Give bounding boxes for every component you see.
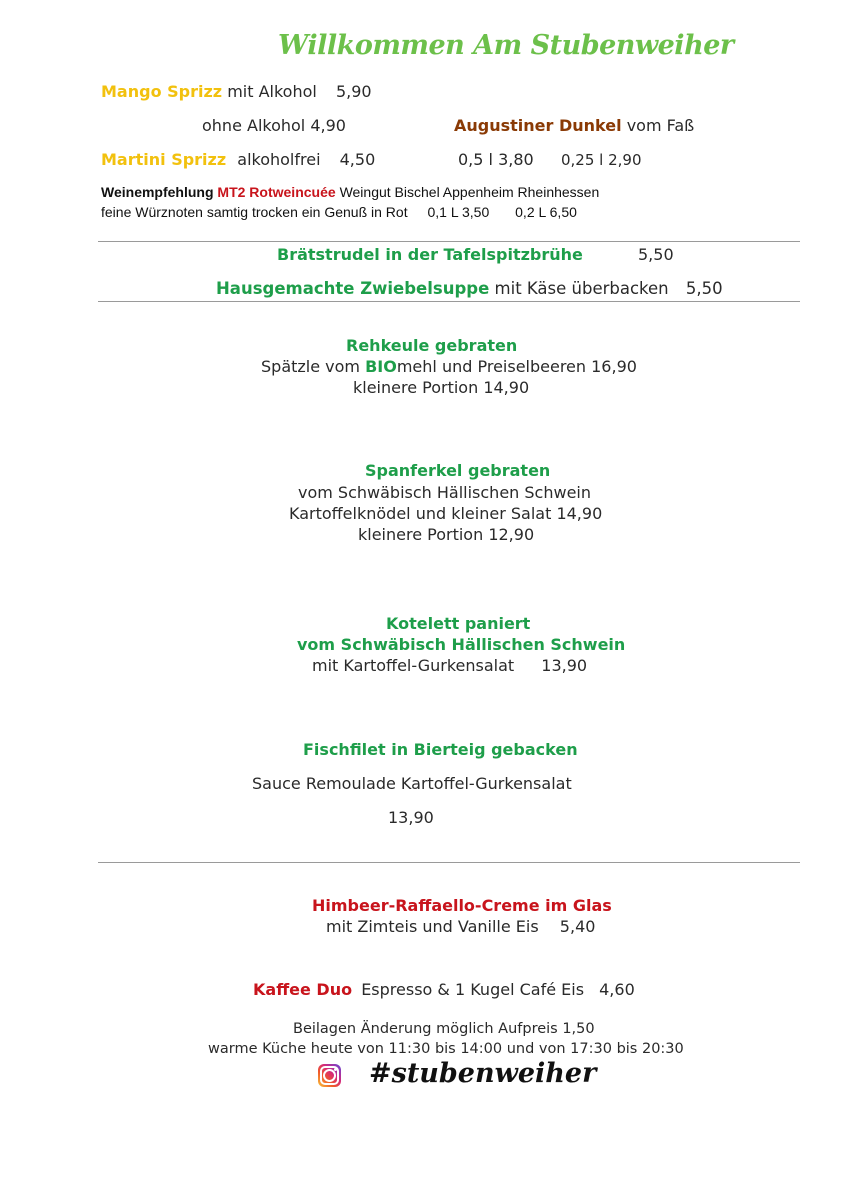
main-2-name: Spanferkel gebraten — [365, 461, 551, 480]
wine-label: Weinempfehlung — [101, 184, 214, 200]
divider — [98, 241, 800, 242]
soup-2-price: 5,50 — [685, 279, 723, 298]
main-1-name: Rehkeule gebraten — [346, 336, 518, 355]
beer-size-large: 0,5 l 3,80 — [458, 150, 534, 169]
mango-sprizz-line — [101, 82, 372, 101]
main-1-bio: BIO — [365, 357, 397, 376]
main-4-price: 13,90 — [388, 808, 434, 827]
soup-2-name: Hausgemachte Zwiebelsuppe — [216, 279, 490, 298]
main-2-small-portion: kleinere Portion 12,90 — [358, 525, 535, 544]
main-3-price: 13,90 — [541, 656, 588, 675]
dessert-1-name: Himbeer-Raffaello-Creme im Glas — [312, 896, 612, 915]
main-1-desc-b: mehl und Preiselbeeren 16,90 — [396, 357, 637, 376]
page-title: Willkommen Am Stubenweiher — [278, 30, 734, 61]
main-3-desc — [312, 656, 587, 675]
beer-name: Augustiner Dunkel — [454, 116, 622, 135]
martini-sprizz-name: Martini Sprizz — [101, 150, 227, 169]
main-2-desc-2: Kartoffelknödel und kleiner Salat 14,90 — [289, 504, 603, 523]
wine-price-1: 0,1 L 3,50 — [427, 204, 490, 220]
martini-price: 4,50 — [339, 150, 376, 169]
wine-line-1 — [101, 184, 599, 200]
martini-sprizz-line — [101, 150, 375, 169]
soup-1-line — [277, 245, 674, 264]
martini-desc: alkoholfrei — [237, 150, 321, 169]
soup-2-desc: mit Käse überbacken — [494, 279, 669, 298]
mango-sprizz-name: Mango Sprizz — [101, 82, 223, 101]
main-1-desc — [261, 357, 637, 376]
main-1-desc-a: Spätzle vom — [261, 357, 366, 376]
dessert-1-price: 5,40 — [559, 917, 596, 936]
soup-1-name: Brätstrudel in der Tafelspitzbrühe — [277, 245, 583, 264]
main-4-desc: Sauce Remoulade Kartoffel-Gurkensalat — [252, 774, 572, 793]
hashtag: #stubenweiher — [369, 1058, 597, 1089]
main-4-name: Fischfilet in Bierteig gebacken — [303, 740, 578, 759]
wine-price-2: 0,2 L 6,50 — [515, 204, 577, 220]
soup-2-line — [216, 279, 723, 298]
mango-without-alcohol: ohne Alkohol 4,90 — [202, 116, 346, 135]
wine-desc: feine Würznoten samtig trocken ein Genuß in Rot — [101, 204, 408, 220]
soup-1-price: 5,50 — [638, 245, 674, 264]
wine-line-2 — [101, 204, 577, 220]
mango-with-alcohol: mit Alkohol — [227, 82, 317, 101]
beer-desc: vom Faß — [626, 116, 695, 135]
divider — [98, 862, 800, 863]
dessert-2-price: 4,60 — [599, 980, 635, 999]
main-3-side: mit Kartoffel-Gurkensalat — [312, 656, 515, 675]
wine-winery: Weingut Bischel Appenheim Rheinhessen — [339, 184, 600, 200]
footer-note-1: Beilagen Änderung möglich Aufpreis 1,50 — [293, 1021, 595, 1037]
instagram-icon — [318, 1064, 341, 1087]
wine-name: MT2 Rotweincuée — [217, 184, 336, 200]
dessert-1-desc: mit Zimteis und Vanille Eis — [326, 917, 539, 936]
main-3-name-2: vom Schwäbisch Hällischen Schwein — [297, 635, 626, 654]
main-2-desc-1: vom Schwäbisch Hällischen Schwein — [298, 483, 591, 502]
beer-size-small: 0,25 l 2,90 — [561, 151, 642, 169]
divider — [98, 301, 800, 302]
mango-with-price: 5,90 — [335, 82, 372, 101]
main-1-small-portion: kleinere Portion 14,90 — [353, 378, 530, 397]
dessert-2-line — [253, 980, 635, 999]
dessert-1-desc-line — [326, 917, 595, 936]
beer-line — [454, 116, 694, 135]
dessert-2-name: Kaffee Duo — [253, 980, 353, 999]
dessert-2-desc: Espresso & 1 Kugel Café Eis — [361, 980, 585, 999]
footer-note-2: warme Küche heute von 11:30 bis 14:00 und von 17:30 bis 20:30 — [208, 1041, 684, 1057]
main-3-name: Kotelett paniert — [386, 614, 531, 633]
